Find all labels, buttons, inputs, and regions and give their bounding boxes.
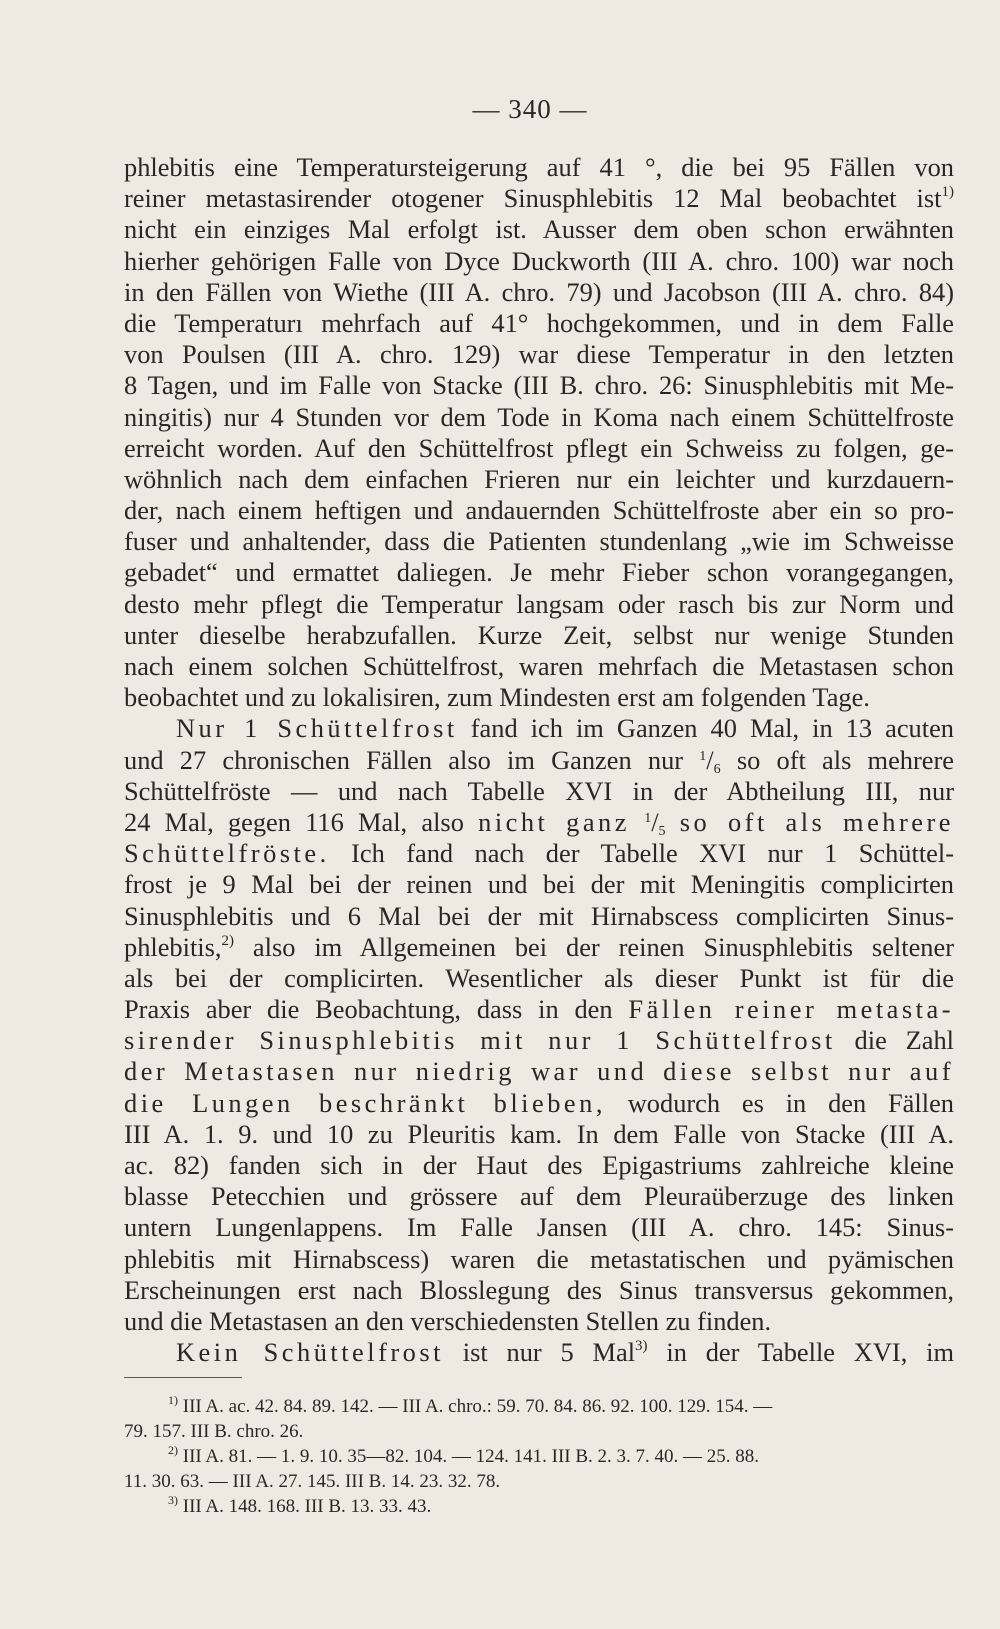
text-segment: Praxis aber die Beobachtung, dass in den (124, 994, 629, 1025)
text-line: fuser und anhaltender, dass die Patienten stundenlang „wie im Schweisse (124, 526, 954, 557)
footnote-marker: 3) (168, 1493, 178, 1507)
fraction-one-sixth: $^1/_6$ (699, 744, 721, 777)
text-line: nach einem solchen Schüttelfrost, waren mehrfach die Metastasen schon (124, 651, 954, 681)
footnote-separator (124, 1377, 242, 1378)
text-line: ningitis) nur 4 Stunden vor dem Tode in Koma nach einem Schüttelfroste (124, 401, 954, 432)
fraction-denominator: 6 (713, 761, 721, 777)
text-line: erreicht worden. Auf den Schüttelfrost pflegt ein Schweiss zu folgen, ge- (124, 432, 954, 463)
spaced-emphasis: so oft als mehrere (679, 806, 954, 837)
footnotes (124, 1394, 954, 1519)
text-line: ac. 82) fanden sich in der Haut des Epigastriums zahlreiche kleine (124, 1150, 954, 1180)
text-line: von Poulsen (III A. chro. 129) war diese Temperatur in den letzten (124, 339, 954, 370)
text-line: die Temperaturı mehrfach auf 41° hochgekommen, und in dem Falle (124, 307, 954, 338)
text-line: desto mehr pflegt die Temperatur langsam oder rasch bis zur Norm und (124, 588, 954, 619)
text-line (124, 932, 954, 963)
text-line (124, 807, 954, 838)
text-line: Sinusphlebitis und 6 Mal bei der mit Hirnabscess complicirten Sinus- (124, 900, 954, 931)
footnote-1-continued: 79. 157. III B. chro. 26. (124, 1421, 304, 1442)
text-segment: ist nur 5 Mal (443, 1337, 636, 1368)
text-segment: so oft als mehrere (720, 744, 954, 775)
text-line (124, 1337, 954, 1368)
text-line: und die Metastasen an den verschiedensten Stellen zu finden. (124, 1305, 772, 1336)
text-line: phlebitis mit Hirnabscess) waren die metastatischen und pyämischen (124, 1243, 954, 1274)
body-text (124, 152, 954, 1368)
fraction-denominator: 5 (658, 823, 666, 839)
footnote-3 (124, 1494, 954, 1519)
text-line (124, 838, 954, 869)
spaced-emphasis: sirender Sinusphlebitis mit nur 1 Schüttelfrost (124, 1025, 836, 1056)
spaced-emphasis: Fällen reiner metasta- (628, 994, 954, 1025)
fraction-numerator: 1 (644, 810, 652, 826)
text-line: der Metastasen nur niedrig war und diese selbst nur auf (124, 1056, 954, 1087)
text-line: nicht ein einziges Mal erfolgt ist. Ausser dem oben schon erwähnten (124, 214, 954, 245)
footnote-text: III A. ac. 42. 84. 89. 142. — III A. chro.: 59. 70. 84. 86. 92. 100. 129. 154. — (182, 1396, 773, 1417)
text-line: gebadet“ und ermattet daliegen. Je mehr Fieber schon vorangegangen, (124, 557, 954, 588)
footnote-2-continued: 11. 30. 63. — III A. 27. 145. III B. 14. 23. 32. 78. (124, 1471, 501, 1492)
text-segment: wodurch es in den Fällen (605, 1087, 954, 1118)
footnote-ref-1[interactable]: 1) (941, 184, 954, 201)
text-line: frost je 9 Mal bei der reinen und bei der mit Meningitis complicirten (124, 869, 954, 900)
footnote-ref-2[interactable]: 2) (221, 932, 234, 949)
text-line: unter dieselbe herabzufallen. Kurze Zeit, selbst nur wenige Stunden (124, 619, 954, 650)
page-number: — 340 — (472, 94, 588, 124)
text-segment: also im Allgemeinen bei der reinen Sinusphlebitis seltener (234, 931, 954, 962)
text-line: in den Fällen von Wiethe (III A. chro. 79) und Jacobson (III A. chro. 84) (124, 276, 954, 307)
fraction-numerator: 1 (699, 748, 707, 764)
text-line: hierher gehörigen Falle von Dyce Duckworth (III A. chro. 100) war noch (124, 245, 954, 276)
text-line (124, 994, 954, 1025)
footnote-marker: 2) (168, 1443, 178, 1457)
text-line: phlebitis eine Temperatursteigerung auf 41 °, die bei 95 Fällen von (124, 152, 954, 182)
footnote-ref-3[interactable]: 3) (635, 1338, 648, 1355)
text-segment: und 27 chronischen Fällen also im Ganzen nur (124, 744, 700, 775)
spaced-emphasis: Schüttelfröste. (124, 838, 330, 869)
text-segment: die Zahl (835, 1025, 954, 1056)
footnote-text: III A. 148. 168. III B. 13. 33. 43. (182, 1496, 432, 1517)
text-line: Schüttelfröste — und nach Tabelle XVI in der Abtheilung III, nur (124, 775, 954, 806)
text-line (124, 713, 954, 744)
text-segment: reiner metastasirender otogener Sinusphlebitis 12 Mal beobachtet ist (124, 183, 942, 214)
spaced-emphasis: die Lungen beschränkt blieben, (124, 1087, 606, 1118)
text-line (124, 183, 954, 214)
text-line: als bei der complicirten. Wesentlicher als dieser Punkt ist für die (124, 962, 954, 993)
text-segment: 24 Mal, gegen 116 Mal, also (124, 806, 479, 837)
text-line: blasse Petecchien und grössere auf dem Pleuraüberzuge des linken (124, 1181, 954, 1212)
text-segment: in der Tabelle XVI, im (647, 1337, 954, 1368)
text-line (124, 1088, 954, 1119)
fraction-one-fifth: $^1/_5$ (644, 806, 666, 839)
text-line: beobachtet und zu lokalisiren, zum Mindesten erst am folgenden Tage. (124, 682, 870, 713)
spaced-emphasis: Kein Schüttelfrost (176, 1337, 444, 1368)
text-line (124, 1025, 954, 1056)
spaced-emphasis: Nur 1 Schüttelfrost (176, 713, 458, 744)
footnote-1 (124, 1394, 954, 1419)
spaced-emphasis: nicht ganz (478, 806, 630, 837)
text-line: III A. 1. 9. und 10 zu Pleuritis kam. In dem Falle von Stacke (III A. (124, 1118, 954, 1149)
text-segment: Ich fand nach der Tabelle XVI nur 1 Schüttel- (329, 838, 954, 869)
text-line: Erscheinungen erst nach Blosslegung des Sinus transversus gekommen, (124, 1274, 954, 1305)
text-line: 8 Tagen, und im Falle von Stacke (III B. chro. 26: Sinusphlebitis mit Me- (124, 370, 954, 401)
footnote-2 (124, 1444, 954, 1469)
text-line: wöhnlich nach dem einfachen Frieren nur ein leichter und kurzdauern- (124, 463, 954, 494)
text-segment: fand ich im Ganzen 40 Mal, in 13 acuten (457, 713, 954, 744)
footnote-text: III A. 81. — 1. 9. 10. 35—82. 104. — 124. 141. III B. 2. 3. 7. 40. — 25. 88. (182, 1446, 760, 1467)
footnote-marker: 1) (168, 1393, 178, 1407)
text-line (124, 745, 954, 776)
text-segment: phlebitis, (124, 931, 222, 962)
text-line: der, nach einem heftigen und andauernden Schüttelfroste aber ein so pro- (124, 495, 954, 526)
text-line: untern Lungenlappens. Im Falle Jansen (III A. chro. 145: Sinus- (124, 1212, 954, 1243)
